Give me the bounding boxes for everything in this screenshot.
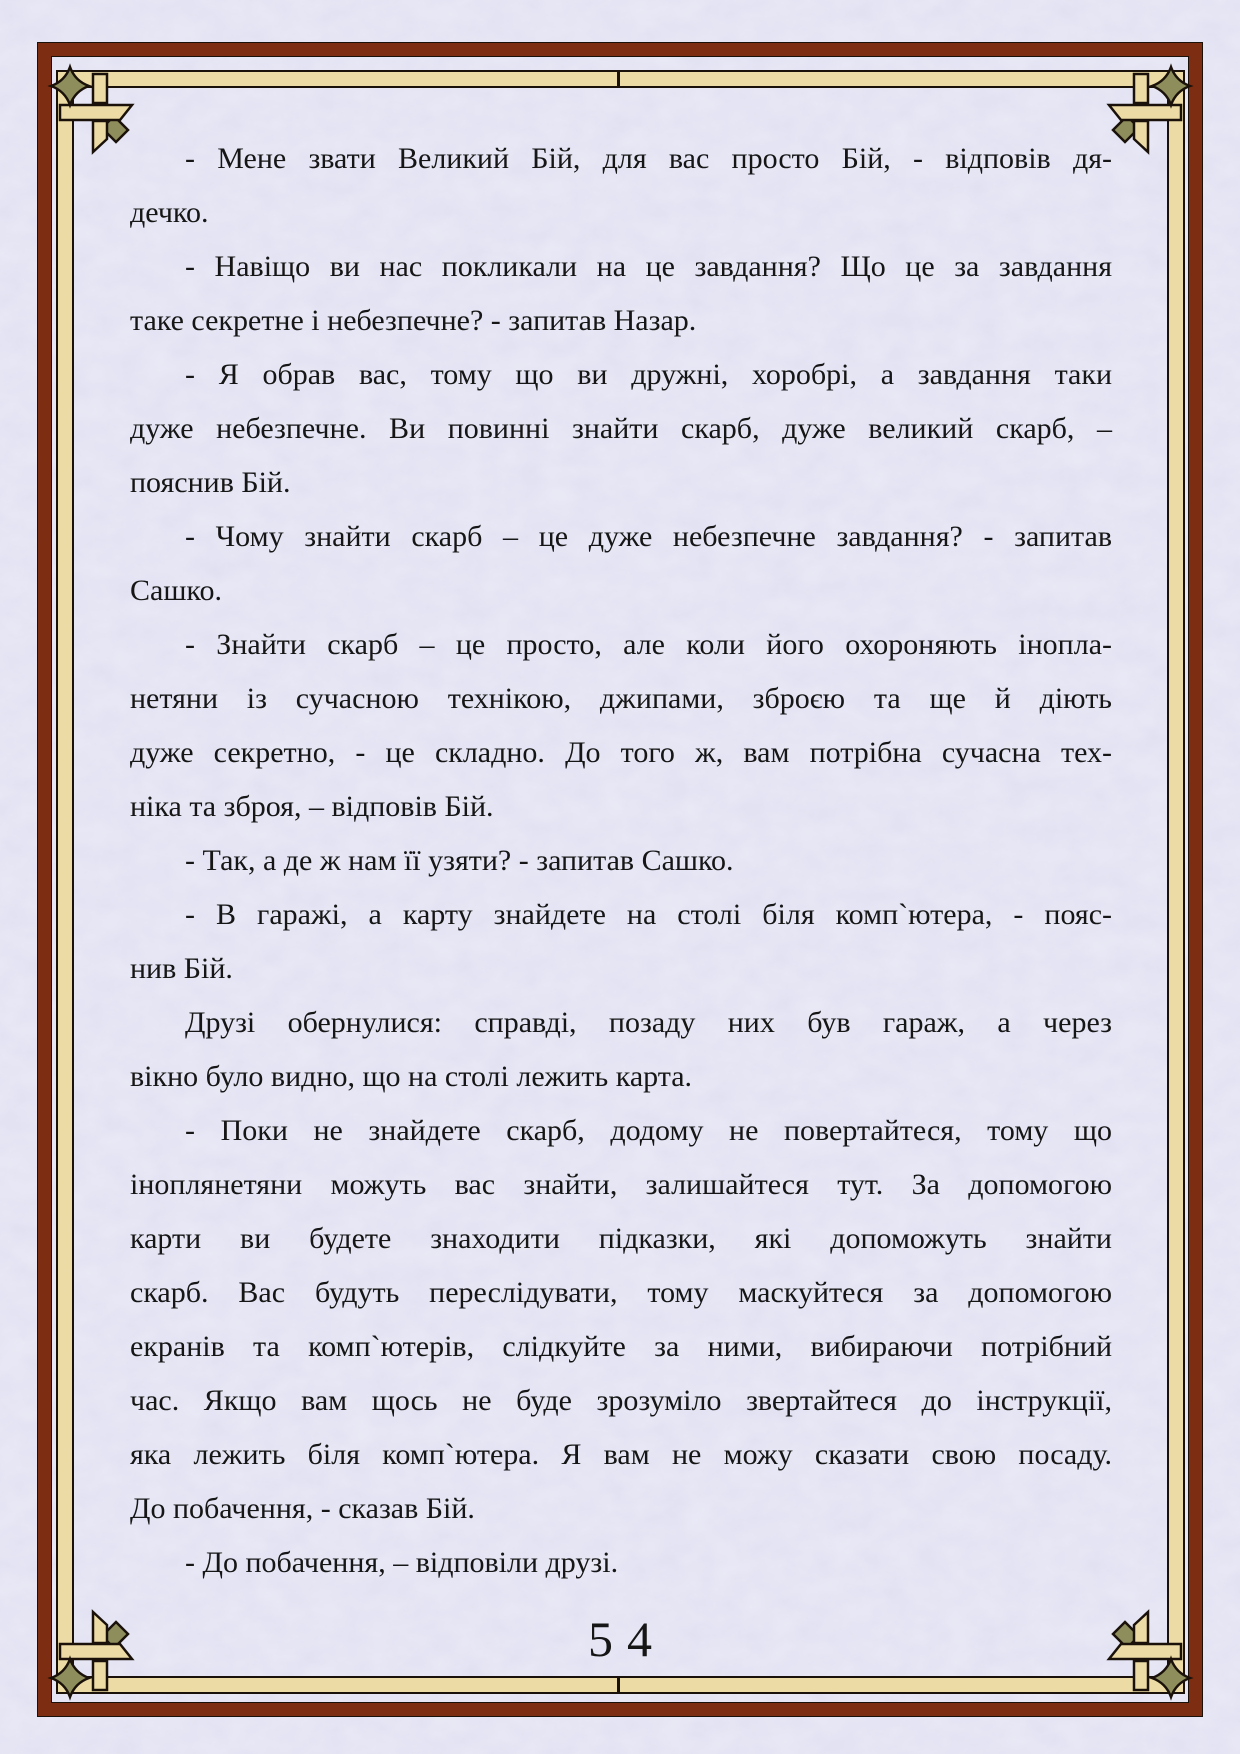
text-line: - До побачення, – відповіли друзі. [185,1546,619,1579]
paragraph [130,240,1112,348]
text-line: пояснив Бій. [130,466,291,499]
text-line: - Мене звати Великий Бій, для вас просто Бій, - відповів дя- [185,142,1112,175]
paragraph [130,834,1112,888]
paragraph [130,1104,1112,1536]
text-line: дечко. [130,196,209,229]
paragraph [130,996,1112,1104]
paragraph [130,1536,1112,1590]
text-line: екранів та комп`ютерів, слідкуйте за ними, вибираючи потрібний [130,1330,1112,1363]
text-line: яка лежить біля комп`ютера. Я вам не можу сказати свою посаду. [130,1438,1112,1471]
text-line: скарб. Вас будуть переслідувати, тому маскуйтеся за допомогою [130,1276,1112,1309]
page-number: 54 [588,1611,666,1667]
text-line: дуже секретно, - це складно. До того ж, вам потрібна сучасна тех- [130,736,1112,769]
paragraph [130,510,1112,618]
frame-bottom-seam [617,1678,620,1692]
text-line: - Знайти скарб – це просто, але коли його охороняють інопла- [185,628,1112,661]
paragraph [130,618,1112,834]
text-line: дуже небезпечне. Ви повинні знайти скарб, дуже великий скарб, – [130,412,1112,445]
text-line: час. Якщо вам щось не буде зрозуміло звертайтеся до інструкції, [130,1384,1112,1417]
paragraph [130,888,1112,996]
text-line: - Так, а де ж нам її узяти? - запитав Сашко. [185,844,734,877]
paragraph [130,132,1112,240]
text-line: - Навіщо ви нас покликали на це завдання? Що це за завдання [185,250,1112,283]
paragraph [130,348,1112,510]
text-line: - В гаражі, а карту знайдете на столі біля комп`ютера, - пояс- [185,898,1112,931]
text-line: вікно було видно, що на столі лежить карта. [130,1060,693,1093]
text-line: - Чому знайти скарб – це дуже небезпечне завдання? - запитав [185,520,1112,553]
text-line: ніка та зброя, – відповів Бій. [130,790,494,823]
text-line: До побачення, - сказав Бій. [130,1492,475,1525]
text-line: іноплянетяни можуть вас знайти, залишайтеся тут. За допомогою [130,1168,1112,1201]
frame-top-seam [617,72,620,86]
text-line: Друзі обернулися: справді, позаду них був гараж, а через [185,1006,1112,1039]
text-line: таке секретне і небезпечне? - запитав Назар. [130,304,697,337]
text-line: - Поки не знайдете скарб, додому не повертайтеся, тому що [185,1114,1112,1147]
text-line: нетяни із сучасною технікою, джипами, зброєю та ще й діють [130,682,1112,715]
text-line: Сашко. [130,574,222,607]
text-line: нив Бій. [130,952,233,985]
story-text [130,132,1112,1590]
text-line: карти ви будете знаходити підказки, які допоможуть знайти [130,1222,1112,1255]
text-line: - Я обрав вас, тому що ви дружні, хоробрі, а завдання таки [185,358,1112,391]
